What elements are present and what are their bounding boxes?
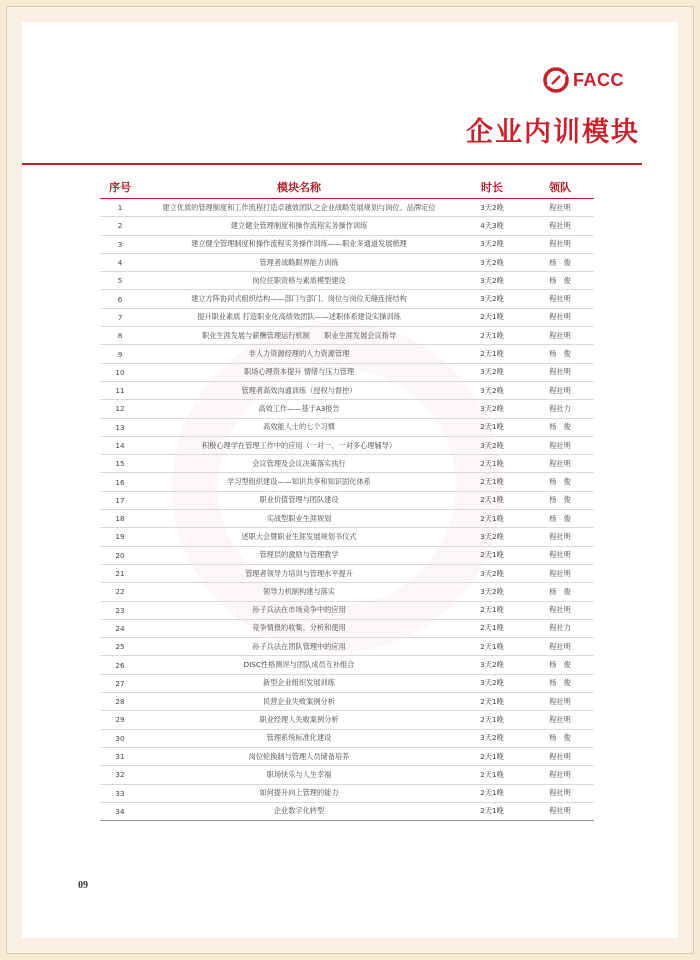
table-row [100,693,594,711]
table-row [100,784,594,802]
row-module-name: 建立健全管理制度和操作流程实务操作训练——职业多通道发展梳理 [140,235,458,253]
page-number: 09 [78,880,88,891]
row-module-name: 职场快乐与人生幸福 [140,766,458,784]
row-leader: 杨 俊 [526,491,594,509]
row-duration: 2天1晚 [458,473,526,491]
row-module-name: 职业价值管理与团队建设 [140,491,458,509]
row-module-name: 管理层的激励与管理教学 [140,546,458,564]
row-duration: 2天1晚 [458,601,526,619]
row-duration: 3天2晚 [458,564,526,582]
row-module-name: 企业数字化转型 [140,802,458,820]
row-index: 16 [100,473,140,491]
table-row [100,199,594,217]
row-module-name: 建立方阵协同式组织结构——部门与部门、岗位与岗位无缝连接结构 [140,290,458,308]
row-duration: 2天1晚 [458,619,526,637]
row-leader: 程社明 [526,601,594,619]
table-row [100,601,594,619]
row-leader: 程社明 [526,766,594,784]
row-index: 27 [100,674,140,692]
row-module-name: 职场心理资本提升 情绪与压力管理 [140,363,458,381]
brand-logo [542,66,624,94]
row-leader: 程社明 [526,327,594,345]
row-module-name: 孙子兵法在团队管理中的应用 [140,638,458,656]
row-duration: 2天1晚 [458,711,526,729]
row-index: 30 [100,729,140,747]
table-row [100,510,594,528]
row-duration: 2天1晚 [458,693,526,711]
row-duration: 3天2晚 [458,199,526,217]
table-row [100,253,594,271]
row-leader: 程社明 [526,784,594,802]
table-row [100,528,594,546]
row-duration: 3天2晚 [458,583,526,601]
row-leader: 程社明 [526,290,594,308]
row-leader: 程社明 [526,308,594,326]
table-row [100,473,594,491]
table-row [100,802,594,820]
table-row [100,381,594,399]
row-module-name: 岗位轮换制与管理人员储备培养 [140,747,458,765]
row-duration: 2天1晚 [458,345,526,363]
row-leader: 程社明 [526,235,594,253]
row-leader: 杨 俊 [526,674,594,692]
row-index: 10 [100,363,140,381]
row-leader: 杨 俊 [526,583,594,601]
table-header-row [100,176,594,199]
row-duration: 3天2晚 [458,656,526,674]
table-row [100,491,594,509]
row-module-name: 非人力资源经理的人力资源管理 [140,345,458,363]
row-leader: 程社明 [526,199,594,217]
row-leader: 程社明 [526,802,594,820]
row-leader: 程社明 [526,455,594,473]
table-row [100,674,594,692]
row-index: 24 [100,619,140,637]
table-row [100,766,594,784]
row-duration: 2天1晚 [458,802,526,820]
table-row [100,418,594,436]
row-module-name: 竞争情报的收集、分析和使用 [140,619,458,637]
row-module-name: 管理者领导力培训与管理水平提升 [140,564,458,582]
table-row [100,656,594,674]
row-duration: 3天2晚 [458,674,526,692]
row-module-name: 如何提升向上管理的能力 [140,784,458,802]
row-index: 18 [100,510,140,528]
table-row [100,217,594,235]
row-index: 11 [100,381,140,399]
row-module-name: 职业经理人失败案例分析 [140,711,458,729]
row-index: 7 [100,308,140,326]
table-row [100,290,594,308]
row-module-name: DISC性格测评与团队成员互补组合 [140,656,458,674]
row-module-name: 会议管理及会议决策落实执行 [140,455,458,473]
row-module-name: 民营企业失败案例分析 [140,693,458,711]
row-index: 5 [100,272,140,290]
header-leader: 领队 [526,176,594,199]
row-index: 1 [100,199,140,217]
row-leader: 程社明 [526,747,594,765]
row-index: 20 [100,546,140,564]
row-module-name: 积极心理学在管理工作中的应用（一对一、一对多心理辅导） [140,436,458,454]
table-row [100,436,594,454]
row-index: 34 [100,802,140,820]
row-leader: 程社明 [526,381,594,399]
row-index: 12 [100,400,140,418]
row-module-name: 管理者高效沟通训练（授权与督控） [140,381,458,399]
row-duration: 2天1晚 [458,510,526,528]
row-duration: 2天1晚 [458,491,526,509]
row-index: 9 [100,345,140,363]
row-duration: 2天1晚 [458,327,526,345]
brand-name: FACC [573,69,624,90]
row-duration: 2天1晚 [458,546,526,564]
row-duration: 3天2晚 [458,290,526,308]
table-row [100,308,594,326]
row-leader: 杨 俊 [526,253,594,271]
row-index: 19 [100,528,140,546]
row-index: 31 [100,747,140,765]
row-module-name: 职业生涯发展与薪酬管理运行机制 职业生涯发展会议指导 [140,327,458,345]
row-module-name: 建立优质的管理制度和工作流程打造卓越效团队之企业战略发展规划与岗位、品牌定位 [140,199,458,217]
row-duration: 3天2晚 [458,400,526,418]
row-leader: 程社明 [526,638,594,656]
row-duration: 2天1晚 [458,784,526,802]
row-duration: 4天3晚 [458,217,526,235]
header-index: 序号 [100,176,140,199]
row-index: 17 [100,491,140,509]
row-index: 22 [100,583,140,601]
row-leader: 程社明 [526,528,594,546]
row-index: 32 [100,766,140,784]
document-page [22,22,678,938]
row-index: 25 [100,638,140,656]
row-index: 14 [100,436,140,454]
row-module-name: 管理系统标准化建设 [140,729,458,747]
row-index: 21 [100,564,140,582]
row-leader: 程社明 [526,564,594,582]
row-leader: 程社力 [526,400,594,418]
table-row [100,564,594,582]
table-row [100,729,594,747]
row-duration: 3天2晚 [458,235,526,253]
row-leader: 程社力 [526,619,594,637]
table-row [100,619,594,637]
row-module-name: 岗位任职资格与素质模型建设 [140,272,458,290]
row-duration: 2天1晚 [458,308,526,326]
row-module-name: 述职大会暨职业生涯发展规划书仪式 [140,528,458,546]
table-row [100,272,594,290]
row-module-name: 领导力机制构建与落实 [140,583,458,601]
row-duration: 2天1晚 [458,638,526,656]
row-leader: 程社明 [526,546,594,564]
table-row [100,363,594,381]
row-index: 6 [100,290,140,308]
header-module-name: 模块名称 [140,176,458,199]
row-module-name: 学习型组织建设——知识共享和知识固化体系 [140,473,458,491]
row-leader: 杨 俊 [526,656,594,674]
row-index: 8 [100,327,140,345]
row-duration: 3天2晚 [458,436,526,454]
page-title: 企业内训模块 [466,117,640,148]
table-body [100,199,594,821]
row-module-name: 新型企业组织发展训练 [140,674,458,692]
row-duration: 2天1晚 [458,747,526,765]
row-leader: 程社明 [526,363,594,381]
row-index: 29 [100,711,140,729]
row-duration: 2天1晚 [458,455,526,473]
table-row [100,345,594,363]
header-duration: 时长 [458,176,526,199]
row-duration: 3天2晚 [458,381,526,399]
row-duration: 3天2晚 [458,272,526,290]
row-module-name: 管理者战略眼界能力训练 [140,253,458,271]
row-leader: 程社明 [526,436,594,454]
row-leader: 杨 俊 [526,345,594,363]
row-leader: 杨 俊 [526,272,594,290]
table-row [100,638,594,656]
row-module-name: 高效能人士的七个习惯 [140,418,458,436]
module-table [100,176,594,821]
row-index: 2 [100,217,140,235]
row-module-name: 高效工作——基于A3报告 [140,400,458,418]
row-index: 26 [100,656,140,674]
row-module-name: 提升职业素质 打造职业化高绩效团队——述职体系建设实操训练 [140,308,458,326]
table-row [100,711,594,729]
row-leader: 杨 俊 [526,510,594,528]
row-leader: 程社明 [526,217,594,235]
row-duration: 3天2晚 [458,729,526,747]
row-duration: 3天2晚 [458,253,526,271]
table-row [100,546,594,564]
row-index: 4 [100,253,140,271]
row-leader: 程社明 [526,711,594,729]
table-row [100,327,594,345]
table-row [100,583,594,601]
row-module-name: 实战型职业生涯规划 [140,510,458,528]
title-divider [22,163,642,165]
row-leader: 杨 俊 [526,418,594,436]
row-duration: 3天2晚 [458,528,526,546]
table-row [100,235,594,253]
table-row [100,455,594,473]
row-duration: 2天1晚 [458,766,526,784]
row-index: 13 [100,418,140,436]
row-leader: 杨 俊 [526,729,594,747]
row-duration: 2天1晚 [458,418,526,436]
row-module-name: 建立健全管理制度和操作流程实务操作训练 [140,217,458,235]
facc-logo-icon [542,66,570,94]
row-duration: 3天2晚 [458,363,526,381]
row-module-name: 孙子兵法在市场竞争中的应用 [140,601,458,619]
row-leader: 杨 俊 [526,473,594,491]
row-index: 15 [100,455,140,473]
row-index: 23 [100,601,140,619]
row-leader: 程社明 [526,693,594,711]
row-index: 33 [100,784,140,802]
table-row [100,400,594,418]
row-index: 3 [100,235,140,253]
row-index: 28 [100,693,140,711]
module-table-container [100,176,594,821]
table-row [100,747,594,765]
